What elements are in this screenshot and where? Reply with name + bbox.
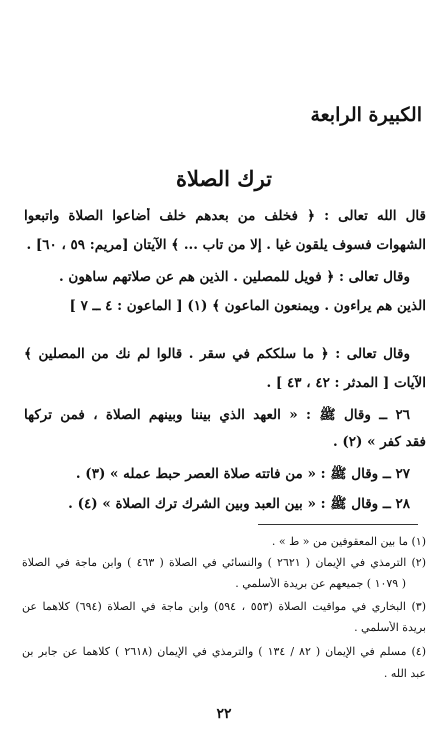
body-line: ٢٧ ــ وقال ﷺ : « من فاتته صلاة العصر حبط عمله » (٣) .: [75, 466, 410, 482]
body-line: الذين هم يراءون . ويمنعون الماعون ﴾ (١) [ الماعون : ٤ ــ ٧ ]: [69, 298, 426, 314]
footnote-line: بريدة الأسلمي .: [354, 621, 426, 634]
footnote-separator: [258, 524, 418, 525]
body-line: الآيات [ المدثر : ٤٢ ، ٤٣ ] .: [266, 375, 426, 391]
section-title: ترك الصلاة: [175, 166, 273, 191]
chapter-title: الكبيرة الرابعة: [310, 104, 422, 126]
page-number: ٢٢: [216, 706, 232, 722]
body-line: ٢٦ ــ وقال ﷺ : « العهد الذي بيننا وبينهم الصلاة ، فمن تركها: [24, 407, 410, 423]
body-line: وقال تعالى : ﴿ ما سلككم في سقر . قالوا لم نك من المصلين ﴾: [24, 346, 410, 362]
body-line: قال الله تعالى : ﴿ فخلف من بعدهم خلف أضاعوا الصلاة واتبعوا: [24, 208, 426, 224]
body-line: وقال تعالى : ﴿ فويل للمصلين . الذين هم عن صلاتهم ساهون .: [59, 269, 410, 285]
body-line: فقد كفر » (٢) .: [332, 434, 426, 450]
footnote-line: ( ١٠٧٩ ) جميعهم عن بريدة الأسلمي .: [235, 577, 406, 590]
footnote-line: (١) ما بين المعقوفين من « ط » .: [271, 535, 426, 548]
footnote-line: (٣) البخاري في مواقيت الصلاة (٥٥٣ ، ٥٩٤) وابن ماجة في الصلاة (٦٩٤) كلاهما عن: [22, 600, 426, 613]
footnote-line: (٤) مسلم في الإيمان ( ٨٢ / ١٣٤ ) والترمذي في الإيمان (٢٦١٨ ) كلاهما عن جابر بن: [22, 645, 426, 658]
footnote-line: (٢) الترمذي في الإيمان ( ٢٦٢١ ) والنسائي في الصلاة ( ٤٦٣ ) وابن ماجة في الصلاة: [22, 556, 426, 569]
body-line: الشهوات فسوف يلقون غيا . إلا من تاب ... ﴾ الآيتان [مريم: ٥٩ ، ٦٠] .: [26, 237, 426, 253]
body-line: ٢٨ ــ وقال ﷺ : « بين العبد وبين الشرك ترك الصلاة » (٤) .: [68, 496, 410, 512]
footnote-line: عبد الله .: [383, 667, 426, 680]
